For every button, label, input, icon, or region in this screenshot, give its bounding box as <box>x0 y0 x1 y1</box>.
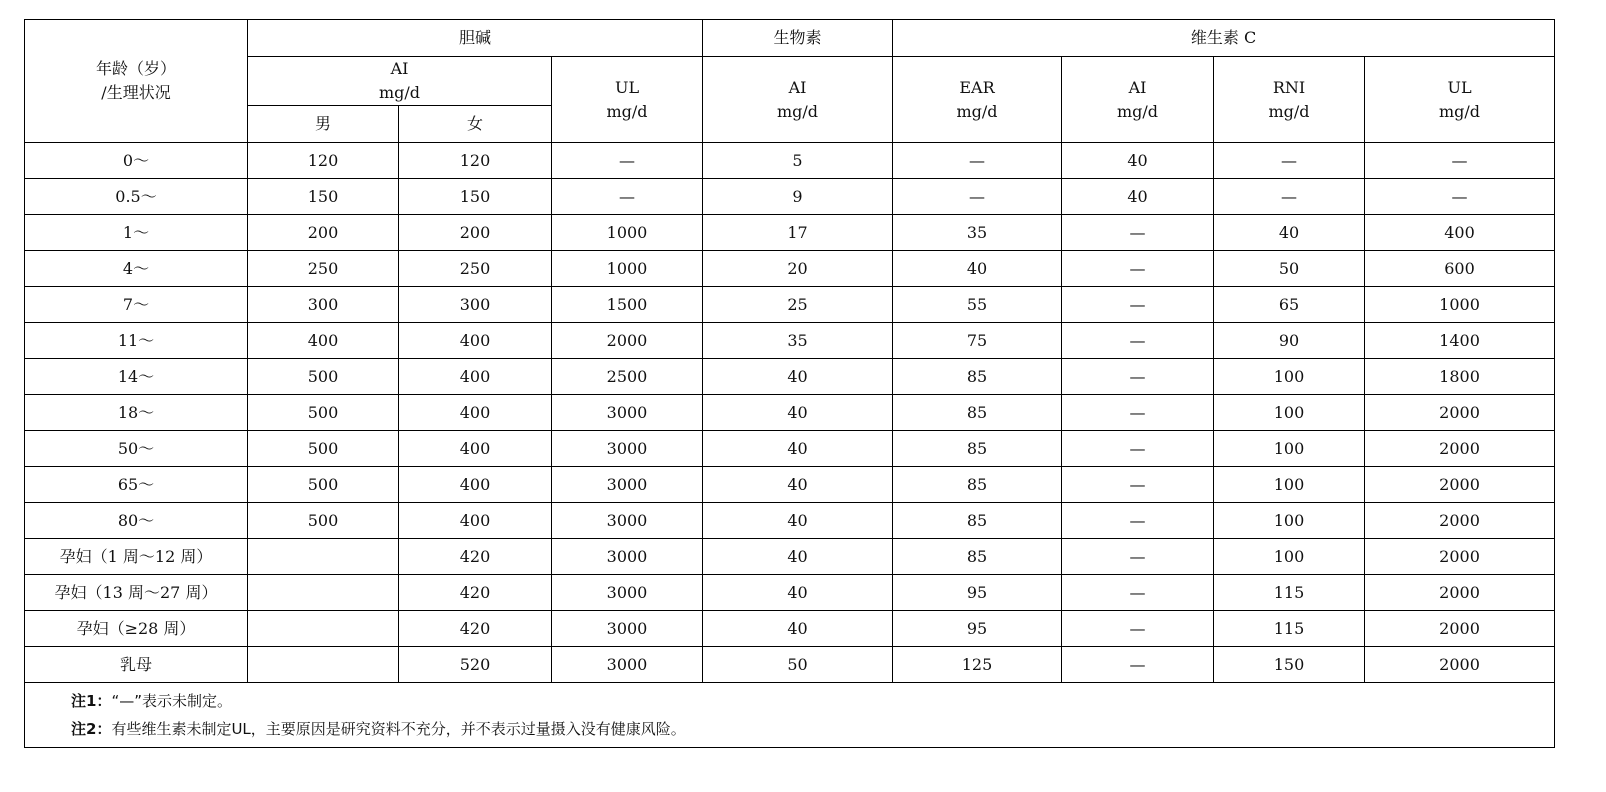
vc-ul-cell: 2000 <box>1365 611 1555 647</box>
vc-ear-cell: 95 <box>893 611 1062 647</box>
note-1-label: 注1： <box>71 692 112 710</box>
choline-female-cell: 400 <box>399 395 552 431</box>
vc-rni-cell: 100 <box>1214 467 1365 503</box>
biotin-ai-cell: 40 <box>703 431 893 467</box>
note-2 <box>71 715 1554 743</box>
table-row <box>25 395 1555 431</box>
choline-ul-cell: 3000 <box>552 611 703 647</box>
vc-ear-cell: 40 <box>893 251 1062 287</box>
vc-ai-cell: — <box>1062 431 1214 467</box>
age-cell: 7～ <box>25 287 248 323</box>
age-cell: 0～ <box>25 143 248 179</box>
vc-ear-header <box>893 57 1062 143</box>
choline-male-cell: 500 <box>248 359 399 395</box>
age-cell: 11～ <box>25 323 248 359</box>
choline-ul-cell: 3000 <box>552 539 703 575</box>
vc-rni-cell: 115 <box>1214 611 1365 647</box>
vc-ear-unit: mg/d <box>956 101 998 121</box>
vc-ear-cell: 75 <box>893 323 1062 359</box>
vc-rni-cell: 150 <box>1214 647 1365 683</box>
biotin-ai-cell: 40 <box>703 395 893 431</box>
age-cell: 65～ <box>25 467 248 503</box>
biotin-ai-cell: 40 <box>703 575 893 611</box>
biotin-ai-cell: 40 <box>703 359 893 395</box>
vc-rni-cell: — <box>1214 179 1365 215</box>
age-cell: 孕妇（≥28 周） <box>25 611 248 647</box>
choline-female-cell: 250 <box>399 251 552 287</box>
note-2-text: 有些维生素未制定UL，主要原因是研究资料不充分，并不表示过量摄入没有健康风险。 <box>111 720 686 738</box>
choline-male-cell <box>248 575 399 611</box>
vc-ear-cell: 85 <box>893 467 1062 503</box>
choline-ul-cell: — <box>552 179 703 215</box>
vc-ul-cell: 2000 <box>1365 539 1555 575</box>
choline-male-cell: 500 <box>248 431 399 467</box>
biotin-ai-unit: mg/d <box>776 101 819 121</box>
choline-female-cell: 520 <box>399 647 552 683</box>
table-row <box>25 539 1555 575</box>
vc-ai-cell: — <box>1062 647 1214 683</box>
male-header: 男 <box>248 106 399 143</box>
biotin-ai-cell: 5 <box>703 143 893 179</box>
choline-ul-cell: 1000 <box>552 251 703 287</box>
choline-female-cell: 420 <box>399 611 552 647</box>
vc-ai-cell: — <box>1062 287 1214 323</box>
choline-male-cell: 150 <box>248 179 399 215</box>
vc-ear-cell: 125 <box>893 647 1062 683</box>
choline-female-cell: 400 <box>399 431 552 467</box>
biotin-ai-cell: 40 <box>703 467 893 503</box>
table-row <box>25 647 1555 683</box>
vc-ul-cell: 1000 <box>1365 287 1555 323</box>
vc-rni-cell: 100 <box>1214 431 1365 467</box>
vc-ai-cell: — <box>1062 359 1214 395</box>
vc-ear-cell: 85 <box>893 359 1062 395</box>
choline-male-cell <box>248 539 399 575</box>
choline-female-cell: 420 <box>399 539 552 575</box>
age-header-line1: 年龄（岁） <box>95 59 176 78</box>
vc-ai-cell: — <box>1062 503 1214 539</box>
vc-rni-cell: 90 <box>1214 323 1365 359</box>
vc-ul-cell: 2000 <box>1365 395 1555 431</box>
vc-ear-cell: — <box>893 143 1062 179</box>
vc-ul-cell: 2000 <box>1365 647 1555 683</box>
choline-male-cell: 200 <box>248 215 399 251</box>
vc-ai-cell: — <box>1062 215 1214 251</box>
biotin-ai-label: AI <box>788 77 807 97</box>
vc-ul-cell: — <box>1365 143 1555 179</box>
age-cell: 14～ <box>25 359 248 395</box>
vitamin-c-header: 维生素 C <box>893 20 1555 57</box>
age-cell: 1～ <box>25 215 248 251</box>
table-header <box>25 20 1555 143</box>
biotin-header: 生物素 <box>703 20 893 57</box>
vc-ai-header <box>1062 57 1214 143</box>
vc-ear-cell: 85 <box>893 539 1062 575</box>
biotin-ai-cell: 9 <box>703 179 893 215</box>
vc-ul-header <box>1365 57 1555 143</box>
nutrient-reference-table-container <box>24 19 1554 748</box>
table-body <box>25 143 1555 683</box>
choline-male-cell: 250 <box>248 251 399 287</box>
vc-ear-cell: 85 <box>893 395 1062 431</box>
choline-female-cell: 400 <box>399 503 552 539</box>
choline-ul-header <box>552 57 703 143</box>
biotin-ai-cell: 25 <box>703 287 893 323</box>
vc-ul-cell: 2000 <box>1365 575 1555 611</box>
vc-ai-cell: — <box>1062 575 1214 611</box>
choline-male-cell: 500 <box>248 395 399 431</box>
table-row <box>25 215 1555 251</box>
table-row <box>25 611 1555 647</box>
choline-ul-cell: 3000 <box>552 395 703 431</box>
choline-ul-cell: 3000 <box>552 575 703 611</box>
vc-ai-cell: — <box>1062 323 1214 359</box>
vc-ul-cell: 2000 <box>1365 467 1555 503</box>
age-cell: 18～ <box>25 395 248 431</box>
vc-ul-unit: mg/d <box>1439 101 1481 121</box>
choline-female-cell: 150 <box>399 179 552 215</box>
vc-ai-unit: mg/d <box>1116 101 1159 121</box>
choline-female-cell: 400 <box>399 323 552 359</box>
age-cell: 孕妇（1 周～12 周） <box>25 539 248 575</box>
choline-male-cell: 400 <box>248 323 399 359</box>
vc-rni-unit: mg/d <box>1268 101 1310 121</box>
vc-ul-cell: — <box>1365 179 1555 215</box>
choline-ai-header <box>248 57 552 106</box>
table-row <box>25 287 1555 323</box>
choline-ul-label: UL <box>614 77 640 97</box>
age-cell: 50～ <box>25 431 248 467</box>
choline-female-cell: 300 <box>399 287 552 323</box>
vc-ul-cell: 2000 <box>1365 431 1555 467</box>
vc-ai-cell: — <box>1062 467 1214 503</box>
note-2-label: 注2： <box>71 720 112 738</box>
biotin-ai-cell: 40 <box>703 539 893 575</box>
choline-female-cell: 120 <box>399 143 552 179</box>
biotin-ai-cell: 35 <box>703 323 893 359</box>
vc-ear-cell: 95 <box>893 575 1062 611</box>
table-row <box>25 323 1555 359</box>
vc-rni-cell: 100 <box>1214 503 1365 539</box>
vc-rni-cell: 40 <box>1214 215 1365 251</box>
vc-ul-cell: 2000 <box>1365 503 1555 539</box>
note-1 <box>71 687 1554 715</box>
age-column-header <box>25 20 248 143</box>
vc-rni-label: RNI <box>1272 77 1306 97</box>
table-row <box>25 467 1555 503</box>
vc-ear-cell: 35 <box>893 215 1062 251</box>
vc-ear-cell: 55 <box>893 287 1062 323</box>
table-row <box>25 251 1555 287</box>
choline-male-cell <box>248 611 399 647</box>
choline-ai-unit: mg/d <box>378 83 421 102</box>
choline-male-cell <box>248 647 399 683</box>
age-cell: 乳母 <box>25 647 248 683</box>
vc-rni-cell: 115 <box>1214 575 1365 611</box>
choline-male-cell: 500 <box>248 467 399 503</box>
age-cell: 4～ <box>25 251 248 287</box>
female-header: 女 <box>399 106 552 143</box>
choline-female-cell: 400 <box>399 467 552 503</box>
vc-ul-label: UL <box>1447 77 1472 97</box>
biotin-ai-cell: 50 <box>703 647 893 683</box>
choline-male-cell: 300 <box>248 287 399 323</box>
biotin-ai-header <box>703 57 893 143</box>
table-row <box>25 143 1555 179</box>
vc-ul-cell: 600 <box>1365 251 1555 287</box>
table-row <box>25 179 1555 215</box>
choline-ul-unit: mg/d <box>606 101 648 121</box>
choline-ul-cell: 2000 <box>552 323 703 359</box>
vc-rni-cell: 50 <box>1214 251 1365 287</box>
vc-ear-cell: 85 <box>893 503 1062 539</box>
note-1-text: “—”表示未制定。 <box>111 692 232 710</box>
vc-ai-cell: — <box>1062 539 1214 575</box>
choline-ul-cell: 3000 <box>552 467 703 503</box>
vc-rni-cell: 100 <box>1214 539 1365 575</box>
vc-ai-label: AI <box>1128 77 1147 97</box>
table-row <box>25 359 1555 395</box>
choline-male-cell: 500 <box>248 503 399 539</box>
choline-male-cell: 120 <box>248 143 399 179</box>
biotin-ai-cell: 40 <box>703 503 893 539</box>
vc-ai-cell: 40 <box>1062 143 1214 179</box>
choline-ai-label: AI <box>390 59 409 78</box>
biotin-ai-cell: 17 <box>703 215 893 251</box>
choline-ul-cell: 1500 <box>552 287 703 323</box>
vc-ear-cell: — <box>893 179 1062 215</box>
nutrient-reference-table <box>24 19 1555 748</box>
choline-ul-cell: 3000 <box>552 503 703 539</box>
age-cell: 0.5～ <box>25 179 248 215</box>
vc-ear-cell: 85 <box>893 431 1062 467</box>
age-cell: 80～ <box>25 503 248 539</box>
choline-ul-cell: 3000 <box>552 647 703 683</box>
vc-ear-label: EAR <box>959 77 995 97</box>
vc-ul-cell: 400 <box>1365 215 1555 251</box>
age-cell: 孕妇（13 周～27 周） <box>25 575 248 611</box>
vc-ai-cell: — <box>1062 611 1214 647</box>
age-header-line2: /生理状况 <box>101 83 171 102</box>
vc-rni-header <box>1214 57 1365 143</box>
vc-rni-cell: 65 <box>1214 287 1365 323</box>
choline-ul-cell: — <box>552 143 703 179</box>
vc-ai-cell: 40 <box>1062 179 1214 215</box>
table-notes <box>25 683 1555 748</box>
biotin-ai-cell: 20 <box>703 251 893 287</box>
choline-ul-cell: 2500 <box>552 359 703 395</box>
vc-rni-cell: 100 <box>1214 359 1365 395</box>
choline-female-cell: 400 <box>399 359 552 395</box>
choline-female-cell: 200 <box>399 215 552 251</box>
table-row <box>25 575 1555 611</box>
vc-rni-cell: — <box>1214 143 1365 179</box>
choline-header: 胆碱 <box>248 20 703 57</box>
biotin-ai-cell: 40 <box>703 611 893 647</box>
table-row <box>25 431 1555 467</box>
choline-ul-cell: 3000 <box>552 431 703 467</box>
vc-rni-cell: 100 <box>1214 395 1365 431</box>
vc-ul-cell: 1400 <box>1365 323 1555 359</box>
table-row <box>25 503 1555 539</box>
vc-ai-cell: — <box>1062 251 1214 287</box>
notes-cell <box>25 683 1555 748</box>
vc-ul-cell: 1800 <box>1365 359 1555 395</box>
choline-female-cell: 420 <box>399 575 552 611</box>
vc-ai-cell: — <box>1062 395 1214 431</box>
choline-ul-cell: 1000 <box>552 215 703 251</box>
